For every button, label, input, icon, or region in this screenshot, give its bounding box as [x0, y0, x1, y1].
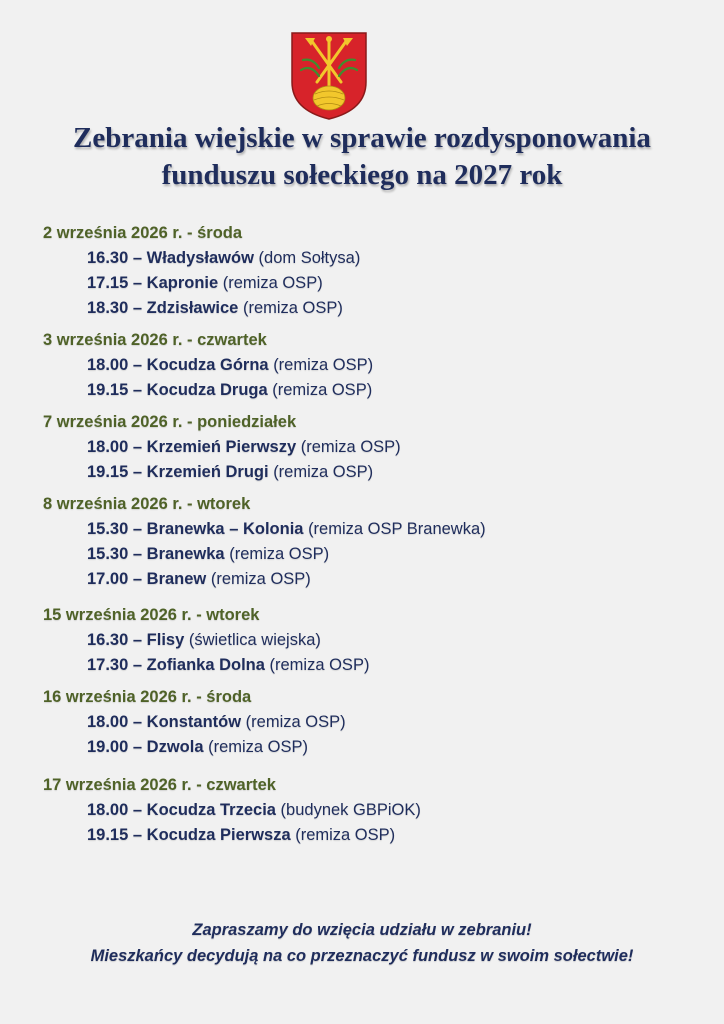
meeting-venue: (remiza OSP) — [300, 438, 401, 456]
meeting-time: 15.30 — [87, 545, 129, 563]
meeting-venue: (remiza OSP) — [273, 356, 374, 374]
day-label: 7 września 2026 r. - poniedziałek — [43, 413, 297, 431]
meeting-time: 17.15 — [87, 274, 129, 292]
meeting-village: Branewka – Kolonia — [146, 520, 304, 538]
meeting-venue: (remiza OSP) — [210, 570, 311, 588]
title-line-1: Zebrania wiejskie w sprawie rozdysponowania — [73, 122, 651, 154]
meeting-village: Krzemień Drugi — [146, 463, 269, 481]
meeting-time: 19.00 — [87, 738, 129, 756]
meeting-item: 18.00 – Kocudza Trzecia (budynek GBPiOK) — [87, 801, 421, 819]
meeting-village: Branewka — [146, 545, 225, 563]
meeting-item: 15.30 – Branewka (remiza OSP) — [87, 545, 330, 563]
meeting-venue: (remiza OSP) — [269, 656, 370, 674]
meeting-time: 17.30 — [87, 656, 129, 674]
day-label: 8 września 2026 r. - wtorek — [43, 495, 251, 513]
meeting-village: Konstantów — [146, 713, 242, 731]
meeting-item: 19.00 – Dzwola (remiza OSP) — [87, 738, 309, 756]
title-line-2: funduszu sołeckiego na 2027 rok — [161, 159, 563, 191]
meeting-village: Kocudza Górna — [146, 356, 269, 374]
day-block — [43, 772, 703, 848]
meeting-item: 15.30 – Branewka – Kolonia (remiza OSP Branewka) — [87, 520, 486, 538]
meeting-venue: (dom Sołtysa) — [258, 249, 361, 267]
meeting-item: 17.15 – Kapronie (remiza OSP) — [87, 274, 323, 292]
meeting-venue: (remiza OSP) — [229, 545, 330, 563]
meeting-item: 19.15 – Krzemień Drugi (remiza OSP) — [87, 463, 374, 481]
meeting-time: 18.00 — [87, 356, 129, 374]
meeting-item: 17.00 – Branew (remiza OSP) — [87, 570, 311, 588]
day-label: 16 września 2026 r. - środa — [43, 688, 252, 706]
meeting-venue: (remiza OSP) — [245, 713, 346, 731]
meeting-village: Krzemień Pierwszy — [146, 438, 297, 456]
day-label: 3 września 2026 r. - czwartek — [43, 331, 267, 349]
meeting-item: 18.00 – Kocudza Górna (remiza OSP) — [87, 356, 374, 374]
meeting-village: Kocudza Druga — [146, 381, 268, 399]
meeting-item: 18.00 – Krzemień Pierwszy (remiza OSP) — [87, 438, 401, 456]
meeting-venue: (remiza OSP) — [273, 463, 374, 481]
meeting-village: Zofianka Dolna — [146, 656, 265, 674]
meeting-venue: (remiza OSP) — [272, 381, 373, 399]
meeting-item: 19.15 – Kocudza Druga (remiza OSP) — [87, 381, 373, 399]
meeting-village: Branew — [146, 570, 207, 588]
meeting-village: Flisy — [146, 631, 185, 649]
meeting-time: 16.30 — [87, 249, 129, 267]
meeting-time: 19.15 — [87, 381, 129, 399]
meeting-village: Zdzisławice — [146, 299, 239, 317]
meeting-time: 16.30 — [87, 631, 129, 649]
meeting-venue: (remiza OSP Branewka) — [308, 520, 486, 538]
meeting-time: 19.15 — [87, 463, 129, 481]
meeting-venue: (budynek GBPiOK) — [280, 801, 421, 819]
meeting-village: Kocudza Trzecia — [146, 801, 276, 819]
day-block — [43, 491, 703, 592]
meeting-item: 16.30 – Władysławów (dom Sołtysa) — [87, 249, 361, 267]
meeting-venue: (remiza OSP) — [295, 826, 396, 844]
meeting-time: 18.00 — [87, 438, 129, 456]
meeting-venue: (remiza OSP) — [208, 738, 309, 756]
meeting-village: Kocudza Pierwsza — [146, 826, 291, 844]
meeting-village: Dzwola — [146, 738, 204, 756]
meeting-village: Władysławów — [146, 249, 254, 267]
page-title — [0, 120, 724, 194]
meeting-venue: (remiza OSP) — [242, 299, 343, 317]
footer-line-1: Zapraszamy do wzięcia udziału w zebraniu! — [192, 921, 532, 939]
coat-of-arms-icon — [289, 30, 369, 122]
meeting-item: 18.00 – Konstantów (remiza OSP) — [87, 713, 346, 731]
day-block — [43, 684, 703, 760]
footer-line-2: Mieszkańcy decydują na co przeznaczyć fundusz w swoim sołectwie! — [90, 947, 634, 965]
meeting-venue: (świetlica wiejska) — [188, 631, 321, 649]
meeting-time: 15.30 — [87, 520, 129, 538]
meeting-time: 18.00 — [87, 713, 129, 731]
day-block — [43, 327, 703, 403]
meeting-time: 17.00 — [87, 570, 129, 588]
meeting-time: 18.30 — [87, 299, 129, 317]
day-label: 17 września 2026 r. - czwartek — [43, 776, 276, 794]
meeting-venue: (remiza OSP) — [222, 274, 323, 292]
meeting-time: 19.15 — [87, 826, 129, 844]
day-block — [43, 409, 703, 485]
meeting-item: 18.30 – Zdzisławice (remiza OSP) — [87, 299, 343, 317]
day-label: 15 września 2026 r. - wtorek — [43, 606, 260, 624]
meeting-schedule — [43, 220, 703, 848]
meeting-item: 19.15 – Kocudza Pierwsza (remiza OSP) — [87, 826, 396, 844]
meeting-item: 16.30 – Flisy (świetlica wiejska) — [87, 631, 321, 649]
meeting-village: Kapronie — [146, 274, 219, 292]
day-block — [43, 602, 703, 678]
meeting-time: 18.00 — [87, 801, 129, 819]
day-label: 2 września 2026 r. - środa — [43, 224, 243, 242]
day-block — [43, 220, 703, 321]
invitation-footer — [0, 917, 724, 969]
meeting-item: 17.30 – Zofianka Dolna (remiza OSP) — [87, 656, 370, 674]
